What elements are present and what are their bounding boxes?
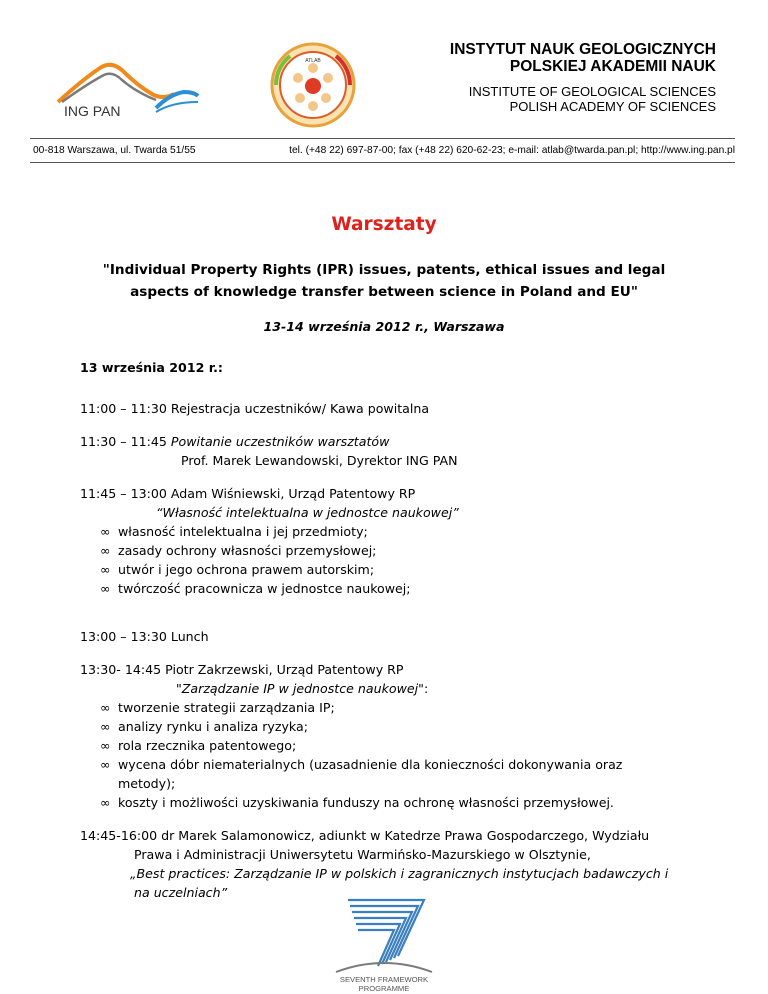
fp7-logo (332, 894, 436, 994)
ing-pan-logo-text: ING PAN (64, 103, 121, 119)
address: 00-818 Warszawa, ul. Twarda 51/55 (33, 145, 196, 156)
workshop-title: "Individual Property Rights (IPR) issues, patents, ethical issues and legal aspects of knowledge transfer between science in Poland and EU" (102, 262, 666, 300)
atlab-logo-text: ATLAB (305, 58, 321, 64)
institute-name-en: INSTITUTE OF GEOLOGICAL SCIENCES POLISH ACADEMY OF SCIENCES (468, 84, 716, 114)
letterhead (0, 0, 768, 170)
session-ip-intro-topic: “Własność intelektualna w jednostce naukowej” (156, 505, 459, 520)
session-best-practices-line2: Prawa i Administracji Uniwersytetu Warmińsko-Mazurskiego w Olsztynie, (134, 847, 591, 862)
list-item: ∞ koszty i możliwości uzyskiwania funduszy na ochronę własności przemysłowej. (100, 795, 614, 810)
session-best-practices-line3: „Best practices: Zarządzanie IP w polskich i zagranicznych instytucjach badawczych i (130, 866, 669, 881)
list-item: ∞ własność intelektualna i jej przedmioty; (100, 524, 368, 539)
header-rule-bottom (30, 162, 735, 163)
list-item: ∞ wycena dóbr niematerialnych (uzasadnienie dla konieczności dokonywania oraz (100, 757, 623, 772)
list-item: ∞ analizy rynku i analiza ryzyka; (100, 719, 308, 734)
session-welcome-speaker: Prof. Marek Lewandowski, Dyrektor ING PAN (181, 453, 458, 468)
day-heading: 13 września 2012 r.: (80, 360, 223, 375)
institute-name-pl: INSTYTUT NAUK GEOLOGICZNYCH POLSKIEJ AKADEMII NAUK (449, 41, 716, 75)
session-best-practices-line4: na uczelniach” (134, 885, 228, 900)
header-rule-top (30, 138, 735, 139)
session-ip-management-topic: "Zarządzanie IP w jednostce naukowej": (176, 681, 429, 696)
list-item: ∞ twórczość pracownicza w jednostce naukowej; (100, 581, 411, 596)
session-lunch: 13:00 – 13:30 Lunch (80, 629, 209, 644)
atlab-logo (270, 42, 356, 128)
fp7-logo-line2: PROGRAMME (358, 984, 410, 993)
fp7-logo-line1: SEVENTH FRAMEWORK (339, 975, 429, 984)
list-item-continuation: metody); (118, 776, 176, 791)
list-item: ∞ rola rzecznika patentowego; (100, 738, 297, 753)
list-item: ∞ tworzenie strategii zarządzania IP; (100, 700, 335, 715)
heading: Warsztaty (331, 214, 437, 235)
session-best-practices-line1: 14:45-16:00 dr Marek Salamonowicz, adiunkt w Katedrze Prawa Gospodarczego, Wydziału (80, 828, 650, 843)
session-ip-intro: 11:45 – 13:00 Adam Wiśniewski, Urząd Patentowy RP (80, 486, 416, 501)
workshop-dates: 13-14 września 2012 r., Warszawa (263, 319, 505, 334)
session-ip-management: 13:30- 14:45 Piotr Zakrzewski, Urząd Patentowy RP (80, 662, 404, 677)
list-item: ∞ zasady ochrony własności przemysłowej; (100, 543, 377, 558)
session-welcome: 11:30 – 11:45 Powitanie uczestników warsztatów (80, 434, 390, 449)
list-item: ∞ utwór i jego ochrona prawem autorskim; (100, 562, 375, 577)
session-registration: 11:00 – 11:30 Rejestracja uczestników/ Kawa powitalna (80, 401, 430, 416)
ing-pan-logo (52, 50, 200, 122)
contact-info: tel. (+48 22) 697-87-00; fax (+48 22) 620-62-23; e-mail: atlab@twarda.pan.pl; http://www.ing.pan.pl (289, 145, 735, 156)
